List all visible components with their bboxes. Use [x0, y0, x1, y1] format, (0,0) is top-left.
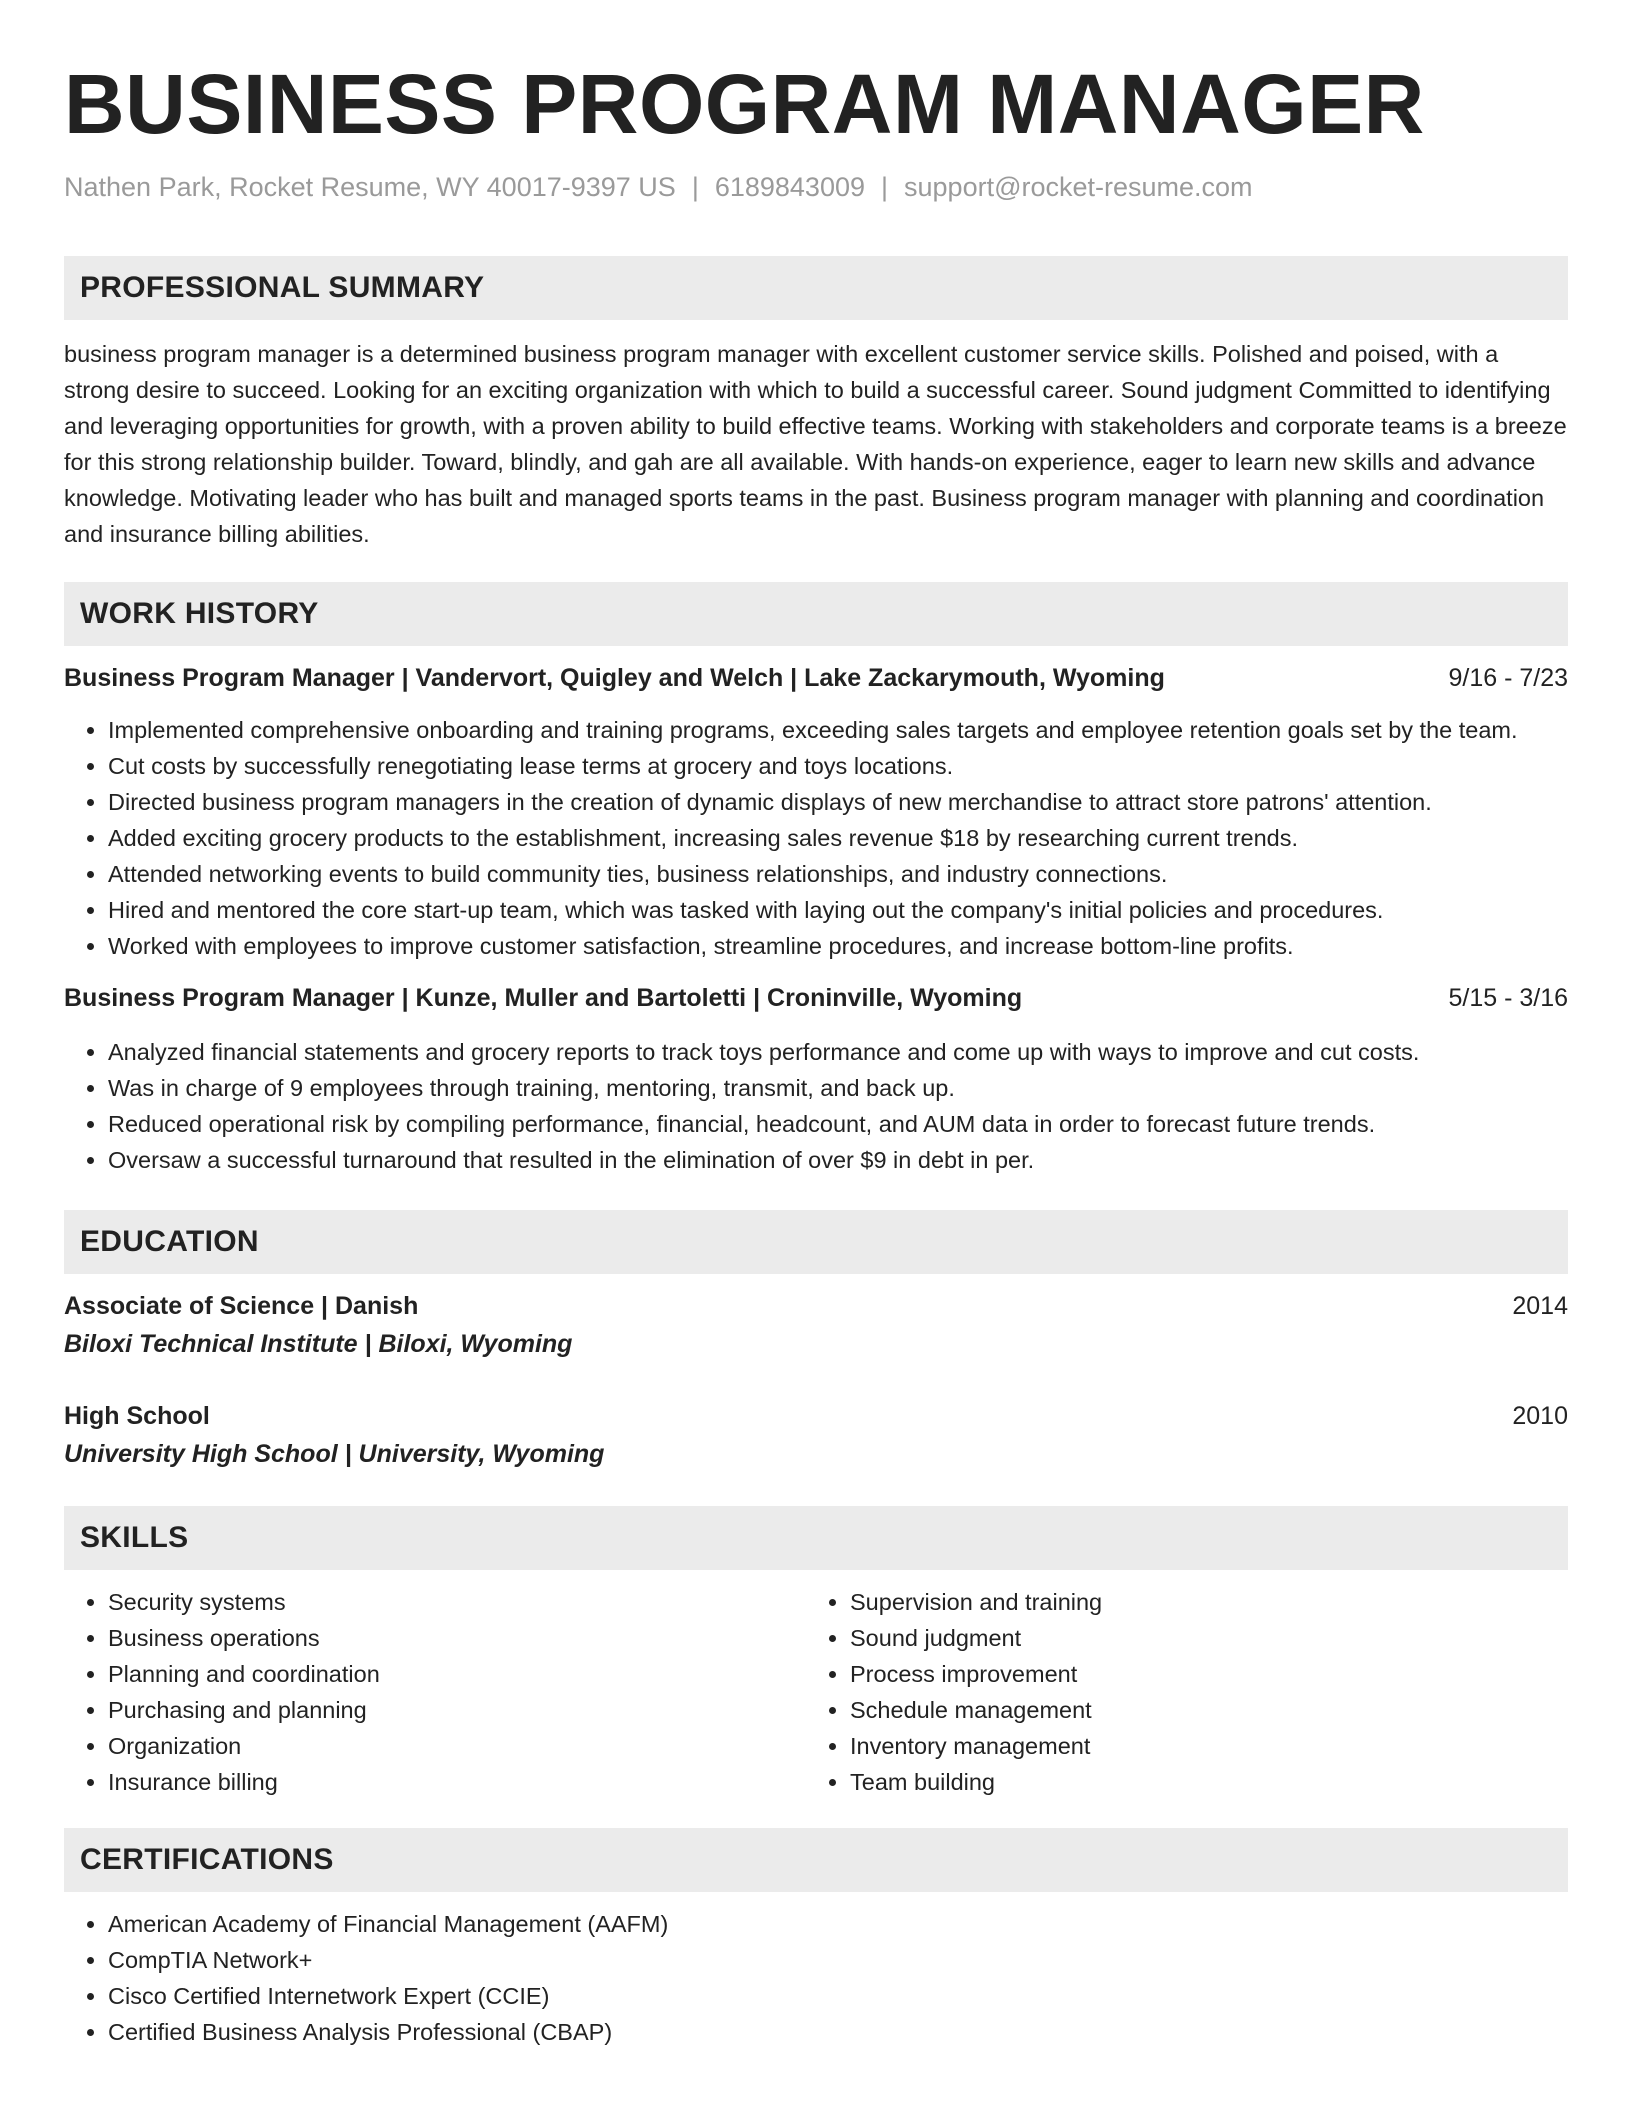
- education-degree: High School: [64, 1402, 210, 1430]
- skill-item: • Supervision and training: [850, 1584, 1548, 1620]
- certifications-list: [64, 1906, 1568, 2050]
- skill-item: • Purchasing and planning: [108, 1692, 806, 1728]
- contact-address: Nathen Park, Rocket Resume, WY 40017-9397 US: [64, 172, 676, 202]
- skills-column-right: [806, 1584, 1548, 1800]
- job-bullet: • Attended networking events to build community ties, business relationships, and industry connections.: [108, 856, 1568, 892]
- job-bullet-list: [64, 712, 1568, 964]
- job-entry: [64, 980, 1568, 1178]
- education-school: Biloxi Technical Institute | Biloxi, Wyoming: [64, 1330, 573, 1358]
- section-header-work-history: WORK HISTORY: [64, 582, 1568, 646]
- section-header-education: EDUCATION: [64, 1210, 1568, 1274]
- education-entry: [64, 1398, 1568, 1472]
- education-degree-row: [64, 1288, 1568, 1324]
- skill-item: • Team building: [850, 1764, 1548, 1800]
- certification-item: • American Academy of Financial Management (AAFM): [108, 1906, 1568, 1942]
- job-heading-row: [64, 660, 1568, 696]
- resume-title: BUSINESS PROGRAM MANAGER: [64, 57, 1425, 151]
- skill-item: • Inventory management: [850, 1728, 1548, 1764]
- contact-line: [64, 170, 1568, 204]
- skills-list: [64, 1584, 806, 1800]
- contact-phone: 6189843009: [714, 172, 865, 202]
- job-bullet: • Directed business program managers in the creation of dynamic displays of new merchandise to attract store patrons' attention.: [108, 784, 1568, 820]
- job-bullet: • Oversaw a successful turnaround that resulted in the elimination of over $9 in debt in per.: [108, 1142, 1568, 1178]
- education-entry: [64, 1288, 1568, 1362]
- skill-item: • Planning and coordination: [108, 1656, 806, 1692]
- skill-item: • Organization: [108, 1728, 806, 1764]
- job-bullet: • Implemented comprehensive onboarding and training programs, exceeding sales targets and employee retention goals set by the team.: [108, 712, 1568, 748]
- contact-separator: |: [881, 172, 889, 202]
- job-heading: Business Program Manager | Vandervort, Quigley and Welch | Lake Zackarymouth, Wyoming: [64, 664, 1165, 692]
- job-bullet: • Worked with employees to improve customer satisfaction, streamline procedures, and increase bottom-line profits.: [108, 928, 1568, 964]
- resume-page: [64, 0, 1568, 2050]
- education-degree-row: [64, 1398, 1568, 1434]
- job-bullet: • Was in charge of 9 employees through training, mentoring, transmit, and back up.: [108, 1070, 1568, 1106]
- job-bullet-list: [64, 1034, 1568, 1178]
- job-bullet: • Hired and mentored the core start-up team, which was tasked with laying out the company's initial policies and procedures.: [108, 892, 1568, 928]
- job-bullet: • Cut costs by successfully renegotiating lease terms at grocery and toys locations.: [108, 748, 1568, 784]
- contact-separator: |: [691, 172, 699, 202]
- education-degree: Associate of Science | Danish: [64, 1292, 419, 1320]
- skill-item: • Insurance billing: [108, 1764, 806, 1800]
- job-dates: 5/15 - 3/16: [1448, 984, 1568, 1012]
- skills-columns: [64, 1584, 1568, 1800]
- job-bullet: • Reduced operational risk by compiling performance, financial, headcount, and AUM data in order to forecast future trends.: [108, 1106, 1568, 1142]
- skill-item: • Schedule management: [850, 1692, 1548, 1728]
- summary-text: business program manager is a determined business program manager with excellent customer service skills. Polished and poised, with a strong desire to succeed. Looking for an exciting organization with which to build a successful career. Sound judgment Committed to identifying and leveraging opportunities for growth, with a proven ability to build effective teams. Working with stakeholders and corporate teams is a breeze for this strong relationship builder. Toward, blindly, and gah are all available. With hands-on experience, eager to learn new skills and advance knowledge. Motivating leader who has built and managed sports teams in the past. Business program manager with planning and coordination and insurance billing abilities.: [64, 341, 1567, 547]
- section-header-summary: PROFESSIONAL SUMMARY: [64, 256, 1568, 320]
- education-year: 2010: [1512, 1402, 1568, 1430]
- skill-item: • Security systems: [108, 1584, 806, 1620]
- education-school: University High School | University, Wyoming: [64, 1440, 605, 1468]
- certification-item: • Certified Business Analysis Professional (CBAP): [108, 2014, 1568, 2050]
- skills-list: [806, 1584, 1548, 1800]
- contact-email: support@rocket-resume.com: [904, 172, 1253, 202]
- job-bullet: • Analyzed financial statements and grocery reports to track toys performance and come up with ways to improve and cut costs.: [108, 1034, 1568, 1070]
- section-header-certifications: CERTIFICATIONS: [64, 1828, 1568, 1892]
- certification-item: • Cisco Certified Internetwork Expert (CCIE): [108, 1978, 1568, 2014]
- skill-item: • Business operations: [108, 1620, 806, 1656]
- job-heading-row: [64, 980, 1568, 1016]
- job-heading: Business Program Manager | Kunze, Muller and Bartoletti | Croninville, Wyoming: [64, 984, 1023, 1012]
- job-entry: [64, 660, 1568, 964]
- skill-item: • Process improvement: [850, 1656, 1548, 1692]
- skills-column-left: [64, 1584, 806, 1800]
- job-bullet: • Added exciting grocery products to the establishment, increasing sales revenue $18 by researching current trends.: [108, 820, 1568, 856]
- education-year: 2014: [1512, 1292, 1568, 1320]
- skill-item: • Sound judgment: [850, 1620, 1548, 1656]
- certification-item: • CompTIA Network+: [108, 1942, 1568, 1978]
- job-dates: 9/16 - 7/23: [1448, 664, 1568, 692]
- section-header-skills: SKILLS: [64, 1506, 1568, 1570]
